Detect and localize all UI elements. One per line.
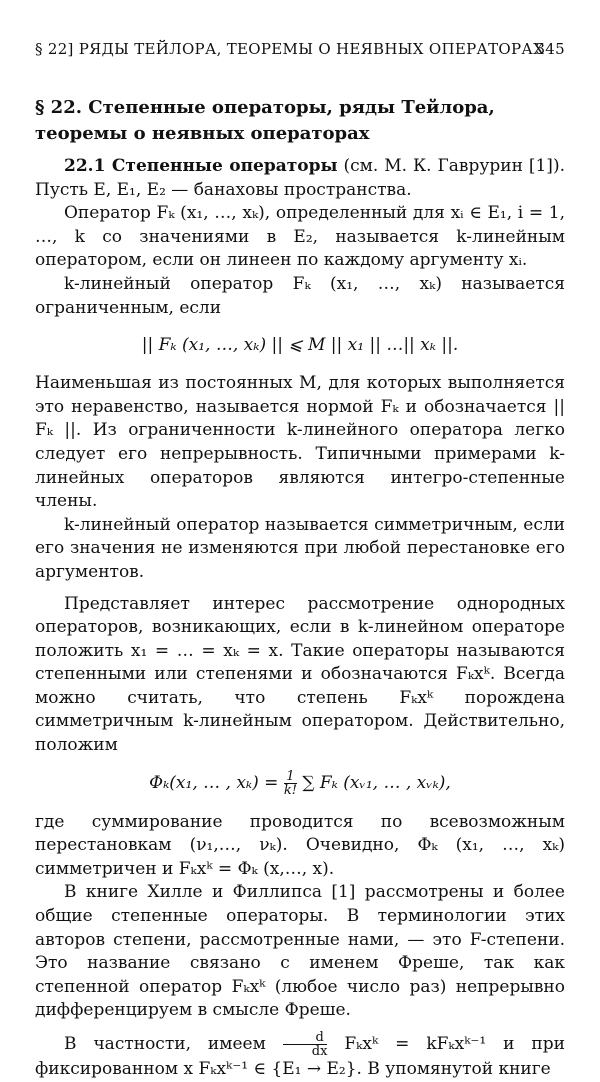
paragraph-8-start: В частности, имеем xyxy=(64,1034,266,1054)
formula2-lhs: Φₖ(x₁, … , xₖ) = xyxy=(149,772,279,793)
paragraph-2: k-линейный оператор Fₖ (x₁, …, xₖ) называется ограниченным, если xyxy=(35,273,565,318)
header-title: § 22] РЯДЫ ТЕЙЛОРА, ТЕОРЕМЫ О НЕЯВНЫХ ОПЕРАТОРАХ xyxy=(35,40,545,58)
formula2-rhs: ∑ Fₖ (xᵥ₁, … , xᵥₖ), xyxy=(302,772,451,793)
formula2-denominator: k! xyxy=(283,782,297,798)
subsection-text: Пусть E, E₁, E₂ — банаховы пространства. xyxy=(35,179,412,200)
formula2-numerator: 1 xyxy=(284,770,297,784)
derivative-fraction xyxy=(283,1031,328,1058)
paragraph-3: Наименьшая из постоянных M, для которых выполняется это неравенство, называется нормой Fₖ и обозначается || Fₖ ||. Из ограниченности k-линейного оператора легко следует его непрерывность. Типичными примерами k-линейных операторов являются интегро-степенные члены. xyxy=(35,373,565,512)
derivative-denominator: dx xyxy=(311,1044,328,1059)
page-number: 345 xyxy=(535,40,565,58)
derivative-numerator: d xyxy=(283,1031,328,1045)
subsection-intro xyxy=(35,155,565,202)
paragraph-7: В книге Хилле и Филлипса [1] рассмотрены и более общие степенные операторы. В терминологии этих авторов степени, рассмотренные нами, — это F-степени. Это название связано с именем Фреше, так как степенной оператор Fₖxᵏ (любое число раз) непрерывно дифференцируем в смысле Фреше. xyxy=(35,882,565,1021)
formula-symmetrization xyxy=(35,770,565,797)
paragraph-8-end: Fₖxᵏ = kFₖxᵏ⁻¹ и при фиксированном x Fₖxᵏ⁻¹ ∈ {E₁ → E₂}. В упомянутой книге xyxy=(35,1034,565,1079)
section-title: § 22. Степенные операторы, ряды Тейлора, теоремы о неявных операторах xyxy=(35,97,495,144)
formula-norm-inequality: || Fₖ (x₁, …, xₖ) || ⩽ M || x₁ || …|| xₖ ||. xyxy=(141,335,459,356)
running-header xyxy=(35,40,565,62)
paragraph-4: k-линейный оператор называется симметричным, если его значения не изменяются при любой перестановке его аргументов. xyxy=(35,514,565,582)
subsection-title: 22.1 Степенные операторы xyxy=(64,156,338,176)
subsection-reference: (см. М. К. Гаврурин [1]). xyxy=(337,156,565,176)
formula2-fraction xyxy=(284,770,297,797)
paragraph-6: где суммирование проводится по всевозможным перестановкам (ν₁,…, νₖ). Очевидно, Φₖ (x₁, …, xₖ) симметричен и Fₖxᵏ = Φₖ (x,…, x). xyxy=(35,811,565,879)
paragraph-1: Оператор Fₖ (x₁, …, xₖ), определенный для xᵢ ∈ E₁, i = 1, …, k со значениями в E₂, называется k-линейным оператором, если он линеен по каждому аргументу xᵢ. xyxy=(35,203,565,271)
paragraph-8 xyxy=(35,1031,565,1082)
paragraph-5: Представляет интерес рассмотрение однородных операторов, возникающих, если в k-линейном операторе положить x₁ = … = xₖ = x. Такие операторы называются степенными или степенями и обозначаются Fₖxᵏ. Всегда можно считать, что степень Fₖxᵏ порождена симметричным k-линейным оператором. Действительно, положим xyxy=(35,593,565,756)
